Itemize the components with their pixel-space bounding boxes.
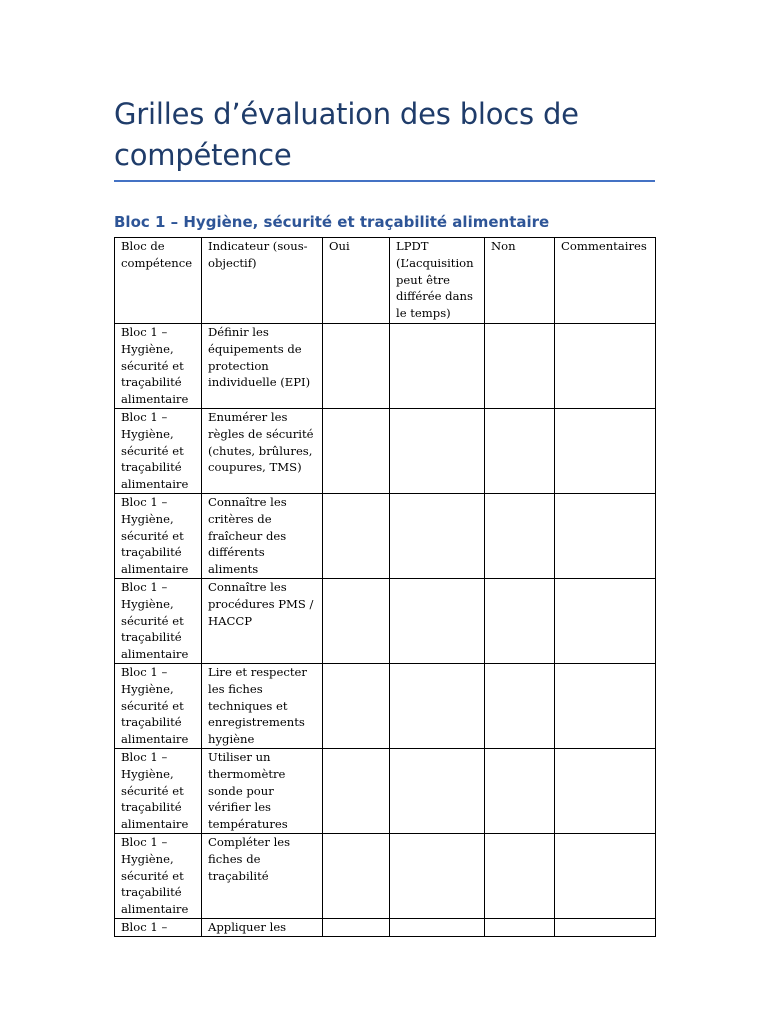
table-row xyxy=(115,493,656,578)
table-row xyxy=(115,663,656,748)
cell-bloc: Bloc 1 – Hygiène, sécurité et traçabilité alimentaire xyxy=(115,663,202,748)
cell-bloc: Bloc 1 – Hygiène, sécurité et traçabilité alimentaire xyxy=(115,833,202,918)
cell-commentaires[interactable] xyxy=(555,578,656,663)
cell-lpdt[interactable] xyxy=(390,493,485,578)
cell-commentaires[interactable] xyxy=(555,663,656,748)
column-header-lpdt: LPDT (L’acquisition peut être différée dans le temps) xyxy=(390,238,485,324)
cell-bloc: Bloc 1 – Hygiène, sécurité et traçabilité alimentaire xyxy=(115,324,202,409)
cell-lpdt[interactable] xyxy=(390,324,485,409)
column-header-non: Non xyxy=(485,238,555,324)
cell-lpdt[interactable] xyxy=(390,578,485,663)
cell-oui[interactable] xyxy=(323,408,390,493)
section-heading: Bloc 1 – Hygiène, sécurité et traçabilité alimentaire xyxy=(114,213,550,231)
cell-bloc: Bloc 1 – Hygiène, sécurité et traçabilité alimentaire xyxy=(115,748,202,833)
cell-non[interactable] xyxy=(485,663,555,748)
cell-commentaires[interactable] xyxy=(555,748,656,833)
cell-commentaires[interactable] xyxy=(555,408,656,493)
cell-indicateur: Enumérer les règles de sécurité (chutes, brûlures, coupures, TMS) xyxy=(202,408,323,493)
cell-bloc: Bloc 1 – Hygiène, sécurité et traçabilité alimentaire xyxy=(115,493,202,578)
table-row xyxy=(115,408,656,493)
column-header-bloc: Bloc de compétence xyxy=(115,238,202,324)
page-title: Grilles d’évaluation des blocs de compétence xyxy=(114,97,579,172)
column-header-indicateur: Indicateur (sous-objectif) xyxy=(202,238,323,324)
cell-non[interactable] xyxy=(485,324,555,409)
table-row xyxy=(115,324,656,409)
cell-oui[interactable] xyxy=(323,833,390,918)
column-header-oui: Oui xyxy=(323,238,390,324)
cell-non[interactable] xyxy=(485,918,555,936)
cell-bloc: Bloc 1 – Hygiène, sécurité et traçabilité alimentaire xyxy=(115,578,202,663)
cell-non[interactable] xyxy=(485,833,555,918)
cell-commentaires[interactable] xyxy=(555,833,656,918)
cell-bloc: Bloc 1 – xyxy=(115,918,202,936)
cell-indicateur: Définir les équipements de protection individuelle (EPI) xyxy=(202,324,323,409)
cell-lpdt[interactable] xyxy=(390,663,485,748)
table-row xyxy=(115,748,656,833)
cell-indicateur: Compléter les fiches de traçabilité xyxy=(202,833,323,918)
table-row xyxy=(115,578,656,663)
cell-lpdt[interactable] xyxy=(390,918,485,936)
cell-commentaires[interactable] xyxy=(555,918,656,936)
cell-oui[interactable] xyxy=(323,578,390,663)
cell-lpdt[interactable] xyxy=(390,408,485,493)
cell-bloc: Bloc 1 – Hygiène, sécurité et traçabilité alimentaire xyxy=(115,408,202,493)
cell-commentaires[interactable] xyxy=(555,324,656,409)
cell-indicateur: Appliquer les xyxy=(202,918,323,936)
cell-commentaires[interactable] xyxy=(555,493,656,578)
table-row xyxy=(115,918,656,936)
cell-oui[interactable] xyxy=(323,663,390,748)
evaluation-grid-table xyxy=(114,237,656,937)
cell-non[interactable] xyxy=(485,408,555,493)
title-divider xyxy=(114,180,655,182)
table-header-row xyxy=(115,238,656,324)
cell-lpdt[interactable] xyxy=(390,833,485,918)
cell-indicateur: Utiliser un thermomètre sonde pour vérifier les températures xyxy=(202,748,323,833)
cell-oui[interactable] xyxy=(323,918,390,936)
cell-indicateur: Lire et respecter les fiches techniques et enregistrements hygiène xyxy=(202,663,323,748)
cell-oui[interactable] xyxy=(323,748,390,833)
cell-lpdt[interactable] xyxy=(390,748,485,833)
table-row xyxy=(115,833,656,918)
cell-indicateur: Connaître les critères de fraîcheur des différents aliments xyxy=(202,493,323,578)
cell-non[interactable] xyxy=(485,493,555,578)
column-header-commentaires: Commentaires xyxy=(555,238,656,324)
cell-indicateur: Connaître les procédures PMS / HACCP xyxy=(202,578,323,663)
cell-non[interactable] xyxy=(485,578,555,663)
cell-oui[interactable] xyxy=(323,324,390,409)
cell-oui[interactable] xyxy=(323,493,390,578)
cell-non[interactable] xyxy=(485,748,555,833)
